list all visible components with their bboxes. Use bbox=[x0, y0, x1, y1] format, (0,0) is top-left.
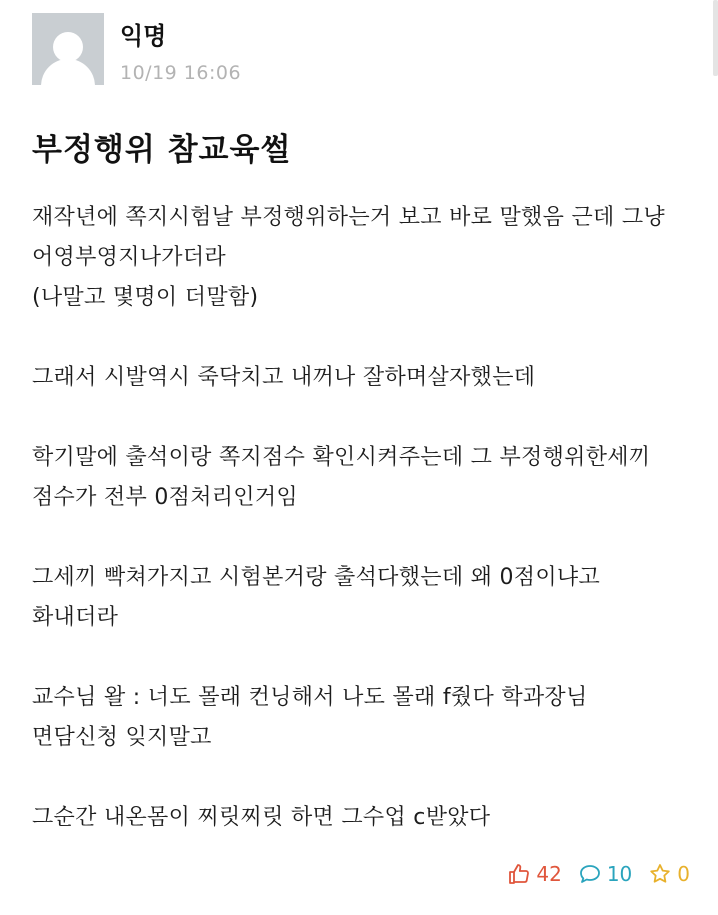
body-line: 그세끼 빡쳐가지고 시험본거랑 출석다했는데 왜 0점이냐고 bbox=[32, 565, 601, 590]
comment-count: 10 bbox=[606, 862, 633, 886]
post-title: 부정행위 참교육썰 bbox=[32, 132, 292, 168]
comment-button[interactable] bbox=[578, 858, 632, 890]
author-name: 익명 bbox=[120, 22, 167, 50]
body-line: 학기말에 출석이랑 쪽지점수 확인시켜주는데 그 부정행위한세끼 bbox=[32, 445, 651, 470]
body-line: 화내더라 bbox=[32, 605, 119, 630]
body-line: (나말고 몇명이 더말함) bbox=[32, 285, 259, 310]
post-stats bbox=[491, 858, 690, 890]
blank-line bbox=[32, 318, 698, 358]
body-line: 점수가 전부 0점처리인거임 bbox=[32, 485, 298, 510]
blank-line bbox=[32, 638, 698, 678]
scrap-button[interactable] bbox=[648, 858, 690, 890]
body-line: 면담신청 잊지말고 bbox=[32, 725, 212, 750]
like-button[interactable] bbox=[507, 858, 561, 890]
body-line: 그순간 내온몸이 찌릿찌릿 하면 그수업 c받았다 bbox=[32, 805, 491, 830]
star-icon bbox=[648, 862, 672, 886]
body-line: 어영부영지나가더라 bbox=[32, 245, 226, 270]
thumbs-up-icon bbox=[507, 862, 531, 886]
post-meta bbox=[120, 13, 241, 85]
speech-bubble-icon bbox=[578, 862, 602, 886]
like-count: 42 bbox=[536, 862, 562, 886]
scrollbar[interactable] bbox=[713, 0, 718, 76]
post-header bbox=[32, 13, 241, 85]
scrap-count: 0 bbox=[677, 862, 690, 886]
blank-line bbox=[32, 758, 698, 798]
post-date: 10/19 16:06 bbox=[120, 62, 242, 84]
body-line: 재작년에 쪽지시험날 부정행위하는거 보고 바로 말했음 근데 그냥 bbox=[32, 205, 665, 230]
blank-line bbox=[32, 398, 698, 438]
body-line: 교수님 왈 : 너도 몰래 컨닝해서 나도 몰래 f줬다 학과장님 bbox=[32, 685, 588, 710]
body-line: 그래서 시발역시 죽닥치고 내꺼나 잘하며살자했는데 bbox=[32, 365, 536, 390]
default-profile-icon bbox=[32, 13, 104, 85]
post-body bbox=[32, 198, 698, 838]
blank-line bbox=[32, 518, 698, 558]
